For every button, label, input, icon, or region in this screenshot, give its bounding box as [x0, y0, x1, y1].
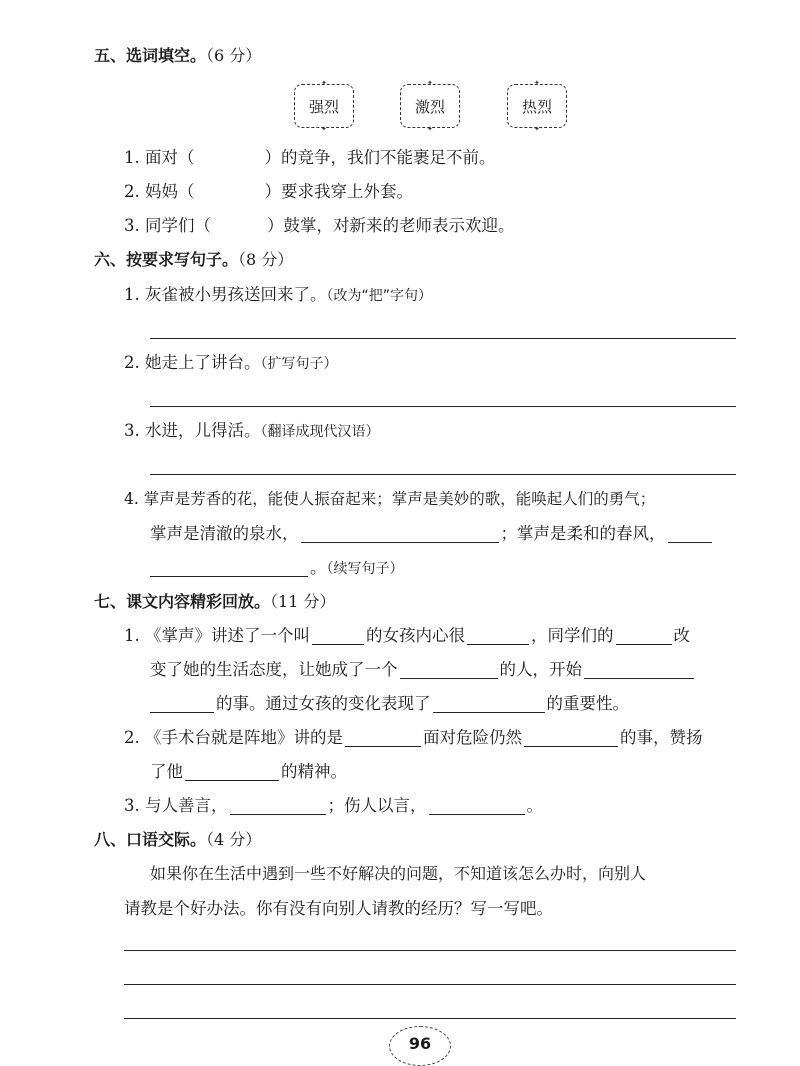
s8-prompt-line-2: 请教是个好办法。你有没有向别人请教的经历？写一写吧。	[124, 899, 553, 918]
answer-blank[interactable]	[345, 728, 421, 747]
word-option-3: ✦ 热烈 ✦	[507, 84, 567, 128]
writing-line[interactable]	[124, 950, 736, 951]
answer-blank[interactable]	[230, 796, 326, 815]
answer-blank[interactable]	[616, 626, 672, 645]
s7-question-1-line-2: 变了她的生活态度，让她成了一个 的人，开始	[150, 658, 800, 682]
answer-blank[interactable]	[467, 626, 529, 645]
answer-blank[interactable]	[524, 728, 618, 747]
answer-blank[interactable]	[584, 660, 694, 679]
answer-blank[interactable]	[150, 558, 308, 577]
s7-question-1-line-1: 1. 《掌声》讲述了一个叫 的女孩内心很 ，同学们的 改	[124, 626, 690, 645]
s6-question-4-line-2: 掌声是清澈的泉水， ；掌声是柔和的春风，	[150, 522, 800, 546]
s7-question-2-line-1: 2. 《手术台就是阵地》讲的是 面对危险仍然 的事，赞扬	[124, 728, 703, 747]
answer-blank[interactable]	[185, 762, 279, 781]
s6-question-1: 1. 灰雀被小男孩送回来了。（改为“把”字句）	[124, 285, 433, 304]
s8-prompt-line-1: 如果你在生活中遇到一些不好解决的问题，不知道该怎么办时，向别人	[150, 864, 647, 883]
s5-question-2: 2. 妈妈（ ）要求我穿上外套。	[124, 182, 413, 201]
section-6-heading: 六、按要求写句子。（8 分）	[94, 250, 294, 269]
writing-line[interactable]	[124, 984, 736, 985]
answer-blank[interactable]	[433, 694, 545, 713]
answer-blank[interactable]	[429, 796, 525, 815]
section-8-heading: 八、口语交际。（4 分）	[94, 830, 262, 849]
section-5-heading: 五、选词填空。（6 分）	[94, 46, 262, 65]
s7-question-3: 3. 与人善言， ；伤人以言， 。	[124, 796, 543, 815]
s7-question-1-line-3: 的事。通过女孩的变化表现了 的重要性。	[150, 692, 800, 716]
answer-blank[interactable]	[400, 660, 498, 679]
word-option-2: ✦ 激烈 ✦	[400, 84, 460, 128]
answer-blank[interactable]	[150, 694, 214, 713]
word-option-1: ✦ 强烈 ✦	[294, 84, 354, 128]
s7-question-2-line-2: 了他 的精神。	[150, 762, 347, 781]
answer-line[interactable]	[150, 338, 736, 339]
section-7-heading: 七、课文内容精彩回放。（11 分）	[94, 592, 336, 611]
answer-line[interactable]	[150, 406, 736, 407]
answer-line[interactable]	[150, 474, 736, 475]
s5-question-3: 3. 同学们（ ）鼓掌，对新来的老师表示欢迎。	[124, 216, 515, 235]
s6-question-4-line-3: 。（续写句子）	[150, 556, 800, 581]
s6-question-4-line-1: 4. 掌声是芳香的花，能使人振奋起来；掌声是美妙的歌，能唤起人们的勇气；	[124, 490, 656, 508]
writing-line[interactable]	[124, 1018, 736, 1019]
s6-question-3: 3. 水进，儿得活。（翻译成现代汉语）	[124, 421, 380, 440]
s5-question-1: 1. 面对（ ）的竞争，我们不能裹足不前。	[124, 148, 496, 167]
page-number: 96	[389, 1026, 451, 1066]
answer-blank[interactable]	[668, 524, 712, 543]
answer-blank[interactable]	[301, 524, 499, 543]
answer-blank[interactable]	[312, 626, 364, 645]
s6-question-2: 2. 她走上了讲台。（扩写句子）	[124, 353, 338, 372]
